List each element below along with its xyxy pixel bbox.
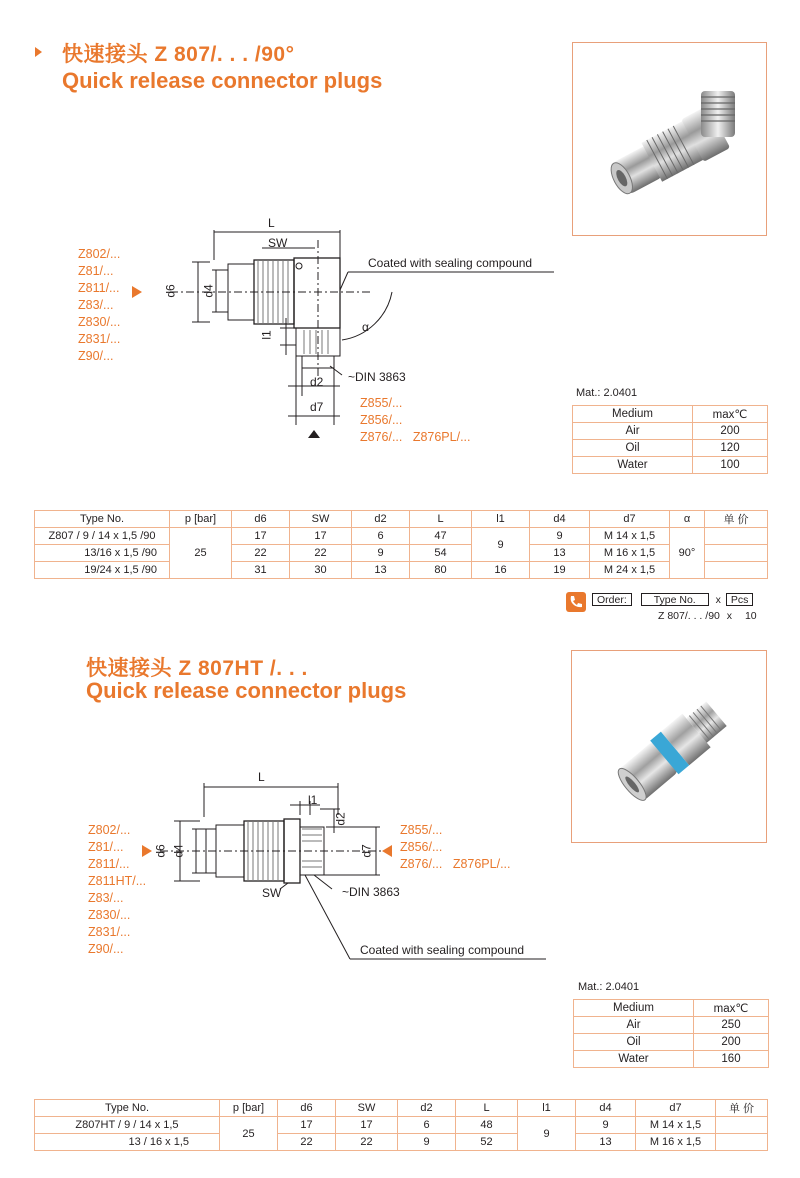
list-item: Z802/...: [78, 247, 121, 261]
dim-d7-2: d7: [359, 844, 374, 858]
mat-cell: 200: [694, 1034, 769, 1051]
table-header: d4: [576, 1100, 636, 1117]
mat-cell: Air: [573, 423, 693, 440]
technical-drawing-90: [120, 210, 580, 450]
order-line: [592, 593, 753, 606]
table-cell: Z807HT / 9 / 14 x 1,5: [35, 1117, 220, 1134]
table-cell: 19: [530, 562, 590, 579]
list-item: Z83/...: [78, 298, 114, 312]
table-header: 单 价: [705, 511, 768, 528]
table-cell: 52: [456, 1134, 518, 1151]
table-header: d4: [530, 511, 590, 528]
table-cell: 6: [352, 528, 410, 545]
table-cell: 47: [410, 528, 472, 545]
section2-title-en: Quick release connector plugs: [86, 678, 407, 703]
table-cell: 54: [410, 545, 472, 562]
mat-cell: Air: [574, 1017, 694, 1034]
list-item: Z81/...: [88, 840, 124, 854]
mat-cell: 160: [694, 1051, 769, 1068]
list-item: Z831/...: [88, 925, 131, 939]
mat-cell: 250: [694, 1017, 769, 1034]
coated-label: Coated with sealing compound: [368, 256, 533, 270]
order-label: Order:: [592, 593, 632, 606]
dim-d2: d2: [310, 375, 324, 389]
mat-cell: Water: [574, 1051, 694, 1068]
product-photo-90: [572, 42, 767, 236]
table-cell: 16: [472, 562, 530, 579]
dim-l1-2: l1: [308, 793, 318, 807]
dim-d6-2: d6: [153, 844, 168, 858]
table-header: d6: [232, 511, 290, 528]
mat-header: max℃: [693, 406, 768, 423]
table-cell: 9: [518, 1117, 576, 1151]
table-cell: 90°: [670, 528, 705, 579]
mat-label-1: Mat.: 2.0401: [576, 387, 638, 399]
dim-SW-2: SW: [262, 886, 282, 900]
spec-table-1: [34, 510, 768, 579]
table-cell: 13: [576, 1134, 636, 1151]
table-cell: 6: [398, 1117, 456, 1134]
table-cell: 22: [232, 545, 290, 562]
section1-title-en: Quick release connector plugs: [62, 68, 383, 93]
mat-header: Medium: [574, 1000, 694, 1017]
list-item: Z90/...: [78, 349, 114, 363]
material-table-2: [573, 999, 769, 1068]
dim-d7: d7: [310, 400, 324, 414]
section2-title-cn: 快速接头 Z 807HT /. . .: [86, 657, 308, 680]
dim-d6: d6: [163, 284, 178, 298]
order-example-qty: 10: [744, 610, 757, 622]
table-cell: 19/24 x 1,5 /90: [35, 562, 170, 579]
dim-l1: l1: [259, 330, 274, 340]
spec-table-2: [34, 1099, 768, 1151]
table-cell: 17: [232, 528, 290, 545]
table-cell: 22: [278, 1134, 336, 1151]
order-example-x: x: [726, 610, 733, 622]
section1-title-cn: 快速接头 Z 807/. . . /90°: [62, 43, 295, 66]
dim-d4: d4: [201, 284, 216, 298]
list-item: Z876PL/...: [452, 857, 511, 871]
table-cell: Z807 / 9 / 14 x 1,5 /90: [35, 528, 170, 545]
mat-label-2: Mat.: 2.0401: [578, 981, 640, 993]
table-cell: [705, 545, 768, 562]
table-header: d2: [398, 1100, 456, 1117]
table-header: d7: [636, 1100, 716, 1117]
table-header: L: [410, 511, 472, 528]
table-cell: [716, 1134, 768, 1151]
table-row: [35, 528, 768, 545]
table-header: SW: [290, 511, 352, 528]
mat-cell: 120: [693, 440, 768, 457]
dim-SW: SW: [268, 236, 288, 250]
table-cell: 9: [530, 528, 590, 545]
table-header: α: [670, 511, 705, 528]
list-item: Z811HT/...: [88, 874, 147, 888]
table-header: d6: [278, 1100, 336, 1117]
table-cell: 31: [232, 562, 290, 579]
dim-L-2: L: [258, 770, 265, 784]
list-item: Z90/...: [88, 942, 124, 956]
table-cell: 13: [352, 562, 410, 579]
table-cell: 48: [456, 1117, 518, 1134]
list-item: Z83/...: [88, 891, 124, 905]
list-item: Z876/...: [400, 857, 443, 871]
table-header: l1: [472, 511, 530, 528]
table-cell: 17: [290, 528, 352, 545]
table-header: SW: [336, 1100, 398, 1117]
mat-cell: Water: [573, 457, 693, 474]
table-cell: 9: [352, 545, 410, 562]
list-item: Z811/...: [78, 281, 120, 295]
list-item: Z876/...: [360, 430, 403, 444]
product-photo-straight: [571, 650, 767, 843]
table-cell: 17: [336, 1117, 398, 1134]
list-item: Z856/...: [400, 840, 443, 854]
table-row: [35, 562, 768, 579]
table-header: d7: [590, 511, 670, 528]
table-cell: [716, 1117, 768, 1134]
table-header: d2: [352, 511, 410, 528]
table-cell: 25: [170, 528, 232, 579]
order-example: [658, 610, 757, 622]
dim-d4-2: d4: [171, 844, 186, 858]
list-item: Z831/...: [78, 332, 121, 346]
list-item: Z81/...: [78, 264, 114, 278]
coated-label-2: Coated with sealing compound: [360, 943, 525, 957]
list-item: Z855/...: [400, 823, 443, 837]
table-cell: 80: [410, 562, 472, 579]
table-cell: [705, 562, 768, 579]
dim-alpha: α: [362, 320, 369, 334]
table-cell: [705, 528, 768, 545]
table-header: Type No.: [35, 1100, 220, 1117]
list-item: Z876PL/...: [412, 430, 471, 444]
table-cell: 13: [530, 545, 590, 562]
table-row: [35, 1117, 768, 1134]
order-x: x: [715, 594, 721, 606]
table-cell: 9: [398, 1134, 456, 1151]
table-cell: 22: [336, 1134, 398, 1151]
din-label: ~DIN 3863: [348, 370, 406, 384]
table-cell: 30: [290, 562, 352, 579]
table-header: 单 价: [716, 1100, 768, 1117]
table-cell: M 24 x 1,5: [590, 562, 670, 579]
table-row: [35, 1134, 768, 1151]
compatible-list-right: [360, 395, 471, 446]
table-cell: 13/16 x 1,5 /90: [35, 545, 170, 562]
mat-cell: 100: [693, 457, 768, 474]
table-cell: M 14 x 1,5: [590, 528, 670, 545]
table-cell: M 14 x 1,5: [636, 1117, 716, 1134]
table-cell: 25: [220, 1117, 278, 1151]
mat-header: max℃: [694, 1000, 769, 1017]
table-header: L: [456, 1100, 518, 1117]
mat-cell: Oil: [574, 1034, 694, 1051]
mat-cell: 200: [693, 423, 768, 440]
title-bullet-icon: [35, 47, 42, 57]
compatible-list-right-2: [400, 822, 511, 873]
table-row: [35, 545, 768, 562]
table-cell: 17: [278, 1117, 336, 1134]
table-cell: 22: [290, 545, 352, 562]
dim-d2-2: d2: [333, 812, 348, 826]
table-header: Type No.: [35, 511, 170, 528]
order-type-label: Type No.: [641, 593, 709, 606]
table-cell: 13 / 16 x 1,5: [35, 1134, 220, 1151]
order-phone-icon: [566, 592, 586, 612]
table-header: l1: [518, 1100, 576, 1117]
mat-cell: Oil: [573, 440, 693, 457]
list-item: Z830/...: [88, 908, 131, 922]
order-pcs: Pcs: [726, 593, 754, 606]
list-item: Z830/...: [78, 315, 121, 329]
dim-L: L: [268, 216, 275, 230]
list-item: Z811/...: [88, 857, 130, 871]
table-cell: M 16 x 1,5: [636, 1134, 716, 1151]
list-item: Z855/...: [360, 396, 403, 410]
table-header: p [bar]: [220, 1100, 278, 1117]
table-cell: 9: [472, 528, 530, 562]
table-header: p [bar]: [170, 511, 232, 528]
compatible-list-left-2: [88, 822, 146, 958]
mat-header: Medium: [573, 406, 693, 423]
material-table-1: [572, 405, 768, 474]
list-item: Z802/...: [88, 823, 131, 837]
list-item: Z856/...: [360, 413, 403, 427]
din-label-2: ~DIN 3863: [342, 885, 400, 899]
table-cell: 9: [576, 1117, 636, 1134]
table-cell: M 16 x 1,5: [590, 545, 670, 562]
compatible-list-left: [78, 246, 120, 365]
order-example-type: Z 807/. . . /90: [658, 610, 720, 622]
